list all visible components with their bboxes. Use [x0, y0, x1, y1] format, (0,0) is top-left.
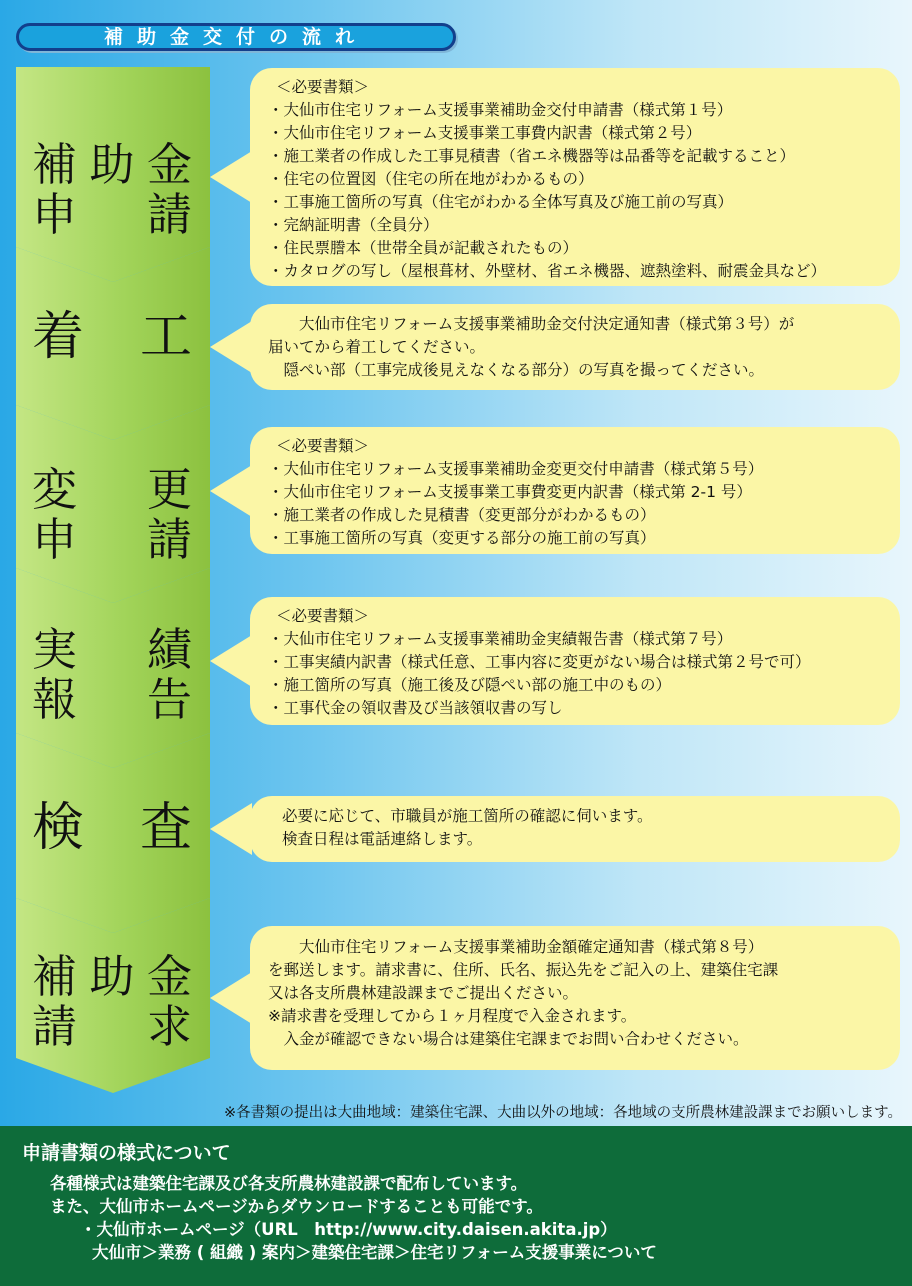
info-line: 検査日程は電話連絡します。 — [282, 830, 483, 848]
list-item: ・工事施工箇所の写真（住宅がわかる全体写真及び施工前の写真） — [268, 193, 734, 211]
list-item: ・大仙市住宅リフォーム支援事業補助金変更交付申請書（様式第５号） — [268, 460, 764, 478]
list-item: ・施工箇所の写真（施工後及び隠ぺい部の施工中のもの） — [268, 676, 672, 694]
docs-heading: ＜必要書類＞ — [276, 437, 370, 455]
footer-breadcrumb-line: 大仙市＞業務 ( 組織 ) 案内＞建築住宅課＞住宅リフォーム支援事業について — [92, 1243, 657, 1262]
info-line: 大仙市住宅リフォーム支援事業補助金額確定通知書（様式第８号） — [299, 938, 764, 956]
footer-form-info — [0, 1126, 912, 1286]
info-line: を郵送します。請求書に、住所、氏名、振込先をご記入の上、建築住宅課 — [268, 961, 779, 979]
list-item: ・完納証明書（全員分） — [268, 216, 439, 234]
info-line: 届いてから着工してください。 — [268, 338, 486, 356]
list-item: ・施工業者の作成した見積書（変更部分がわかるもの） — [268, 506, 656, 524]
info-line: 隠ぺい部（工事完成後見えなくなる部分）の写真を撮ってください。 — [283, 361, 765, 379]
step-label-subsidy-application: 補 助 金 申 請 — [32, 138, 192, 241]
page-title: 補助金交付の流れ — [16, 23, 456, 51]
list-item: ・大仙市住宅リフォーム支援事業補助金交付申請書（様式第１号） — [268, 101, 733, 119]
docs-heading: ＜必要書類＞ — [276, 78, 370, 96]
step-label-construction-start: 着 工 — [32, 307, 192, 367]
list-item: ・住民票謄本（世帯全員が記載されたもの） — [268, 239, 579, 257]
info-inspection — [250, 796, 900, 862]
required-docs-change-application — [250, 427, 900, 554]
footer-url-line: ・大仙市ホームページ（URL http://www.city.daisen.akita.jp） — [80, 1220, 617, 1239]
list-item: ・住宅の位置図（住宅の所在地がわかるもの） — [268, 170, 594, 188]
info-line: 又は各支所農林建設課までご提出ください。 — [268, 984, 579, 1002]
info-line: ※請求書を受理してから１ヶ月程度で入金されます。 — [268, 1007, 637, 1025]
docs-heading: ＜必要書類＞ — [276, 607, 370, 625]
list-item: ・大仙市住宅リフォーム支援事業工事費内訳書（様式第２号） — [268, 124, 702, 142]
list-item: ・工事実績内訳書（様式任意、工事内容に変更がない場合は様式第２号で可） — [268, 653, 811, 671]
info-subsidy-claim — [250, 926, 900, 1070]
footer-heading: 申請書類の様式について — [22, 1142, 231, 1164]
list-item: ・大仙市住宅リフォーム支援事業工事費変更内訳書（様式第 2-1 号） — [268, 483, 752, 501]
step-label-subsidy-claim: 補 助 金 請 求 — [32, 950, 192, 1053]
info-construction-start — [250, 304, 900, 390]
list-item: ・施工業者の作成した工事見積書（省エネ機器等は品番等を記載すること） — [268, 147, 796, 165]
info-line: 必要に応じて、市職員が施工箇所の確認に伺います。 — [282, 807, 653, 825]
info-line: 大仙市住宅リフォーム支援事業補助金交付決定通知書（様式第３号）が — [299, 315, 795, 333]
step-label-completion-report: 実 績 報 告 — [32, 623, 192, 726]
footer-line: 各種様式は建築住宅課及び各支所農林建設課で配布しています。 — [50, 1174, 528, 1193]
required-docs-subsidy-application — [250, 68, 900, 286]
info-line: 入金が確認できない場合は建築住宅課までお問い合わせください。 — [283, 1030, 749, 1048]
list-item: ・工事代金の領収書及び当該領収書の写し — [268, 699, 563, 717]
list-item: ・工事施工箇所の写真（変更する部分の施工前の写真） — [268, 529, 656, 547]
step-label-change-application: 変 更 申 請 — [32, 463, 192, 566]
footer-line: また、大仙市ホームページからダウンロードすることも可能です。 — [50, 1197, 543, 1216]
required-docs-completion-report — [250, 597, 900, 725]
submission-note: ※各書類の提出は大曲地域：建築住宅課、大曲以外の地域：各地域の支所農林建設課までお願いします。 — [224, 1105, 902, 1121]
list-item: ・大仙市住宅リフォーム支援事業補助金実績報告書（様式第７号） — [268, 630, 733, 648]
list-item: ・カタログの写し（屋根葺材、外壁材、省エネ機器、遮熱塗料、耐震金具など） — [268, 262, 827, 280]
step-label-inspection: 検 査 — [32, 798, 192, 858]
